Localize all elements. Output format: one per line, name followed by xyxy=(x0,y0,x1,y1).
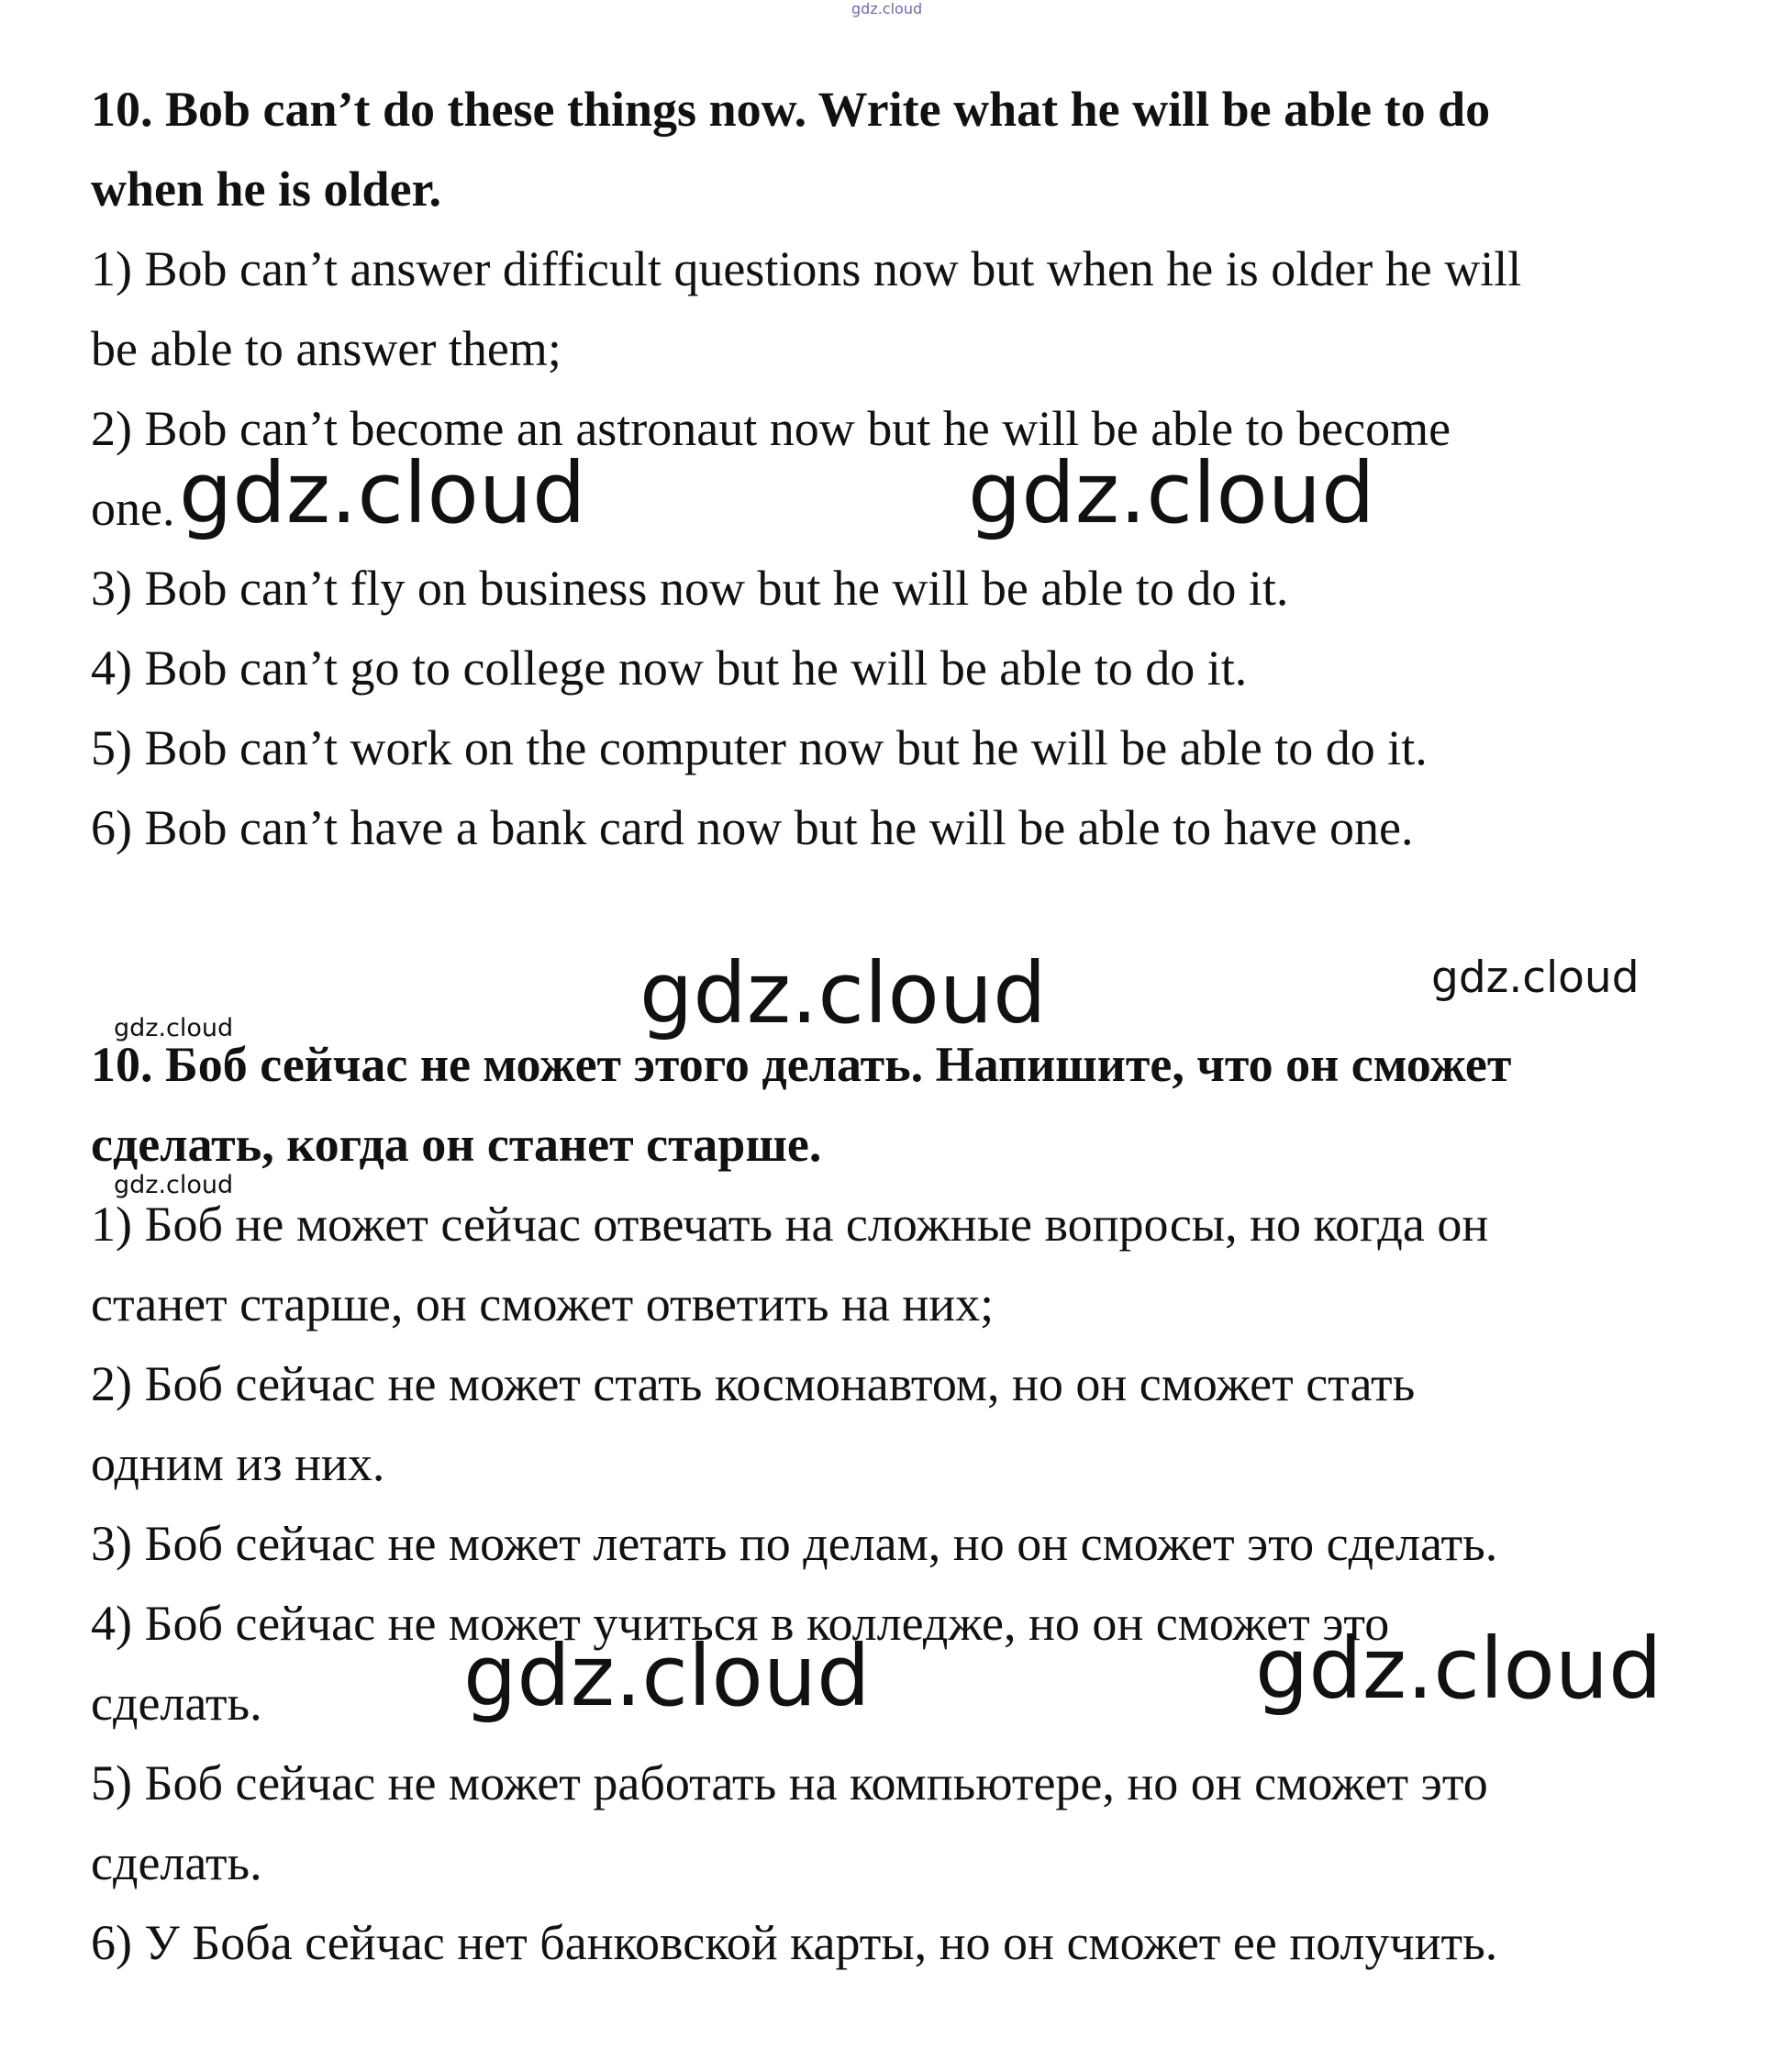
english-item-5: 5) Bob can’t work on the computer now but he will be able to do it. xyxy=(91,720,1428,775)
english-item-6: 6) Bob can’t have a bank card now but he will be able to have one. xyxy=(91,800,1414,855)
russian-item-5-line-1: 5) Боб сейчас не может работать на компьютере, но он сможет это xyxy=(91,1755,1488,1810)
russian-item-1-line-1: 1) Боб не может сейчас отвечать на сложные вопросы, но когда он xyxy=(91,1197,1489,1252)
english-heading-line-2: when he is older. xyxy=(91,162,442,217)
watermark-small: gdz.cloud xyxy=(114,1014,234,1042)
watermark-top: gdz.cloud xyxy=(851,0,923,17)
watermark-big: gdz.cloud xyxy=(968,444,1375,542)
russian-item-3: 3) Боб сейчас не может летать по делам, но он сможет это сделать. xyxy=(91,1516,1498,1571)
english-item-2-line-1: 2) Bob can’t become an astronaut now but he will be able to become xyxy=(91,401,1451,456)
english-heading-line-1: 10. Bob can’t do these things now. Write what he will be able to do xyxy=(91,82,1491,137)
russian-heading-line-1: 10. Боб сейчас не может этого делать. Напишите, что он сможет xyxy=(91,1037,1512,1092)
russian-item-5-line-2: сделать. xyxy=(91,1835,262,1890)
russian-item-2-line-2: одним из них. xyxy=(91,1436,385,1491)
watermark-big: gdz.cloud xyxy=(463,1627,871,1725)
english-item-1-line-1: 1) Bob can’t answer difficult questions now but when he is older he will xyxy=(91,241,1522,296)
watermark-big: gdz.cloud xyxy=(179,444,586,542)
russian-item-2-line-1: 2) Боб сейчас не может стать космонавтом, но он сможет стать xyxy=(91,1356,1416,1411)
english-item-2-line-2: one. xyxy=(91,481,175,536)
russian-item-1-line-2: станет старше, он сможет ответить на них; xyxy=(91,1276,995,1331)
watermark-small: gdz.cloud xyxy=(114,1171,234,1199)
russian-heading-line-2: сделать, когда он станет старше. xyxy=(91,1117,822,1172)
english-item-3: 3) Bob can’t fly on business now but he will be able to do it. xyxy=(91,561,1289,616)
russian-item-6: 6) У Боба сейчас нет банковской карты, но он сможет ее получить. xyxy=(91,1915,1498,1970)
english-item-1-line-2: be able to answer them; xyxy=(91,321,561,376)
watermark-medium: gdz.cloud xyxy=(1431,952,1640,1003)
watermark-big: gdz.cloud xyxy=(1255,1620,1662,1718)
english-item-4: 4) Bob can’t go to college now but he will be able to do it. xyxy=(91,641,1248,696)
watermark-big: gdz.cloud xyxy=(639,944,1047,1042)
russian-item-4-line-1: 4) Боб сейчас не может учиться в колледже, но он сможет это xyxy=(91,1596,1390,1651)
russian-item-4-line-2: сделать. xyxy=(91,1676,262,1731)
